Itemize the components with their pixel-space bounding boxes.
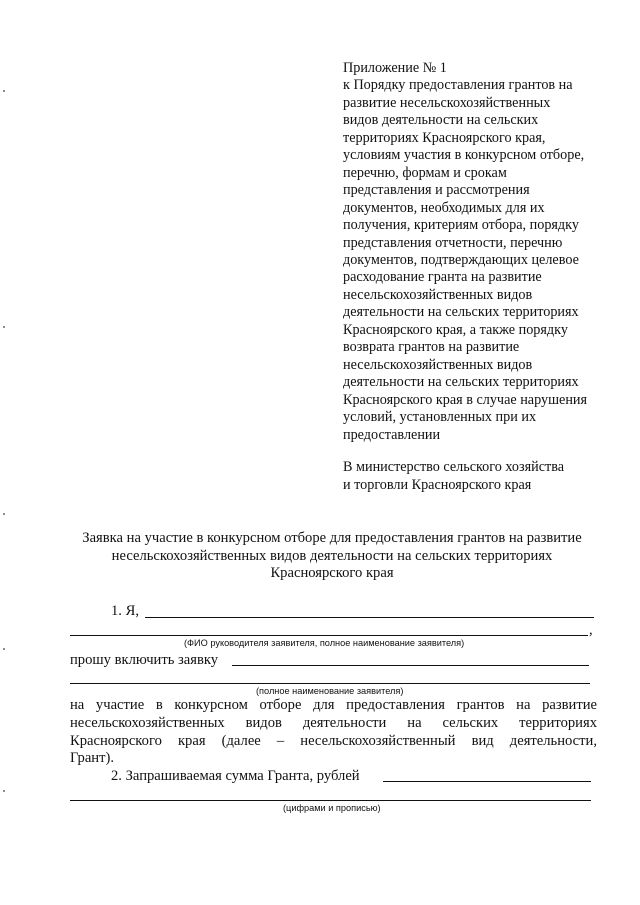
addressee-line: В министерство сельского хозяйства [343,459,565,475]
appendix-line: видов деятельности на сельских [343,112,539,129]
item1-label: 1. Я, [111,603,139,619]
appendix-line: возврата грантов на развитие [343,339,520,356]
appendix-line: развитие несельскохозяйственных [343,94,551,111]
caption-applicant-name: (полное наименование заявителя) [256,686,404,696]
caption-amount: (цифрами и прописью) [283,803,381,813]
scan-speck [3,326,5,328]
appendix-line: несельскохозяйственных видов [343,356,533,373]
scan-speck [3,648,5,650]
appendix-line: Красноярского края, а также порядку [343,321,568,338]
grant-amount-field[interactable] [383,781,591,782]
title-line: Красноярского края [270,565,394,581]
paragraph-line: несельскохозяйственных видов деятельности на сельских территориях [70,714,597,731]
grant-amount-words-field[interactable] [70,800,591,801]
appendix-line: документов, необходимых для их [343,199,545,216]
appendix-line: территориях Красноярского края, [343,129,546,146]
appendix-line: условиям участия в конкурсном отборе, [343,147,585,164]
scan-speck [3,513,5,515]
appendix-line: Приложение № 1 [343,60,447,76]
paragraph-line: Грант). [70,750,114,767]
addressee-block [343,459,623,494]
addressee-line: и торговли Красноярского края [343,476,532,493]
title-line: Заявка на участие в конкурсном отборе для предоставления грантов на развитие [82,530,582,546]
appendix-line: представления отчетности, перечню [343,234,563,251]
appendix-line: представления и рассмотрения [343,182,530,199]
caption-fio: (ФИО руководителя заявителя, полное наименование заявителя) [184,638,465,648]
appendix-line: документов, подтверждающих целевое [343,251,579,268]
document-title [50,530,614,583]
paragraph-line: на участие в конкурсном отборе для предоставления грантов на развитие [70,697,597,713]
appendix-block [343,60,623,444]
appendix-line: перечню, формам и срокам [343,164,507,181]
applicant-name-field-continued[interactable] [70,635,588,636]
appendix-line: условий, установленных при их [343,409,537,426]
item2-label: 2. Запрашиваемая сумма Гранта, рублей [111,768,360,784]
applicant-name-field[interactable] [145,617,594,618]
comma-mark: , [589,622,593,638]
scan-speck [3,90,5,92]
participation-paragraph [70,697,597,768]
appendix-line: предоставлении [343,426,441,443]
request-label: прошу включить заявку [70,652,219,668]
appendix-line: Красноярского края в случае нарушения [343,391,588,408]
appendix-line: несельскохозяйственных видов [343,286,533,303]
paragraph-line: Красноярского края (далее – несельскохозяйственный вид деятельности, [70,732,597,749]
appendix-line: расходование гранта на развитие [343,269,542,286]
scan-speck [3,790,5,792]
request-field[interactable] [232,665,589,666]
appendix-line: получения, критериям отбора, порядку [343,217,579,234]
appendix-line: деятельности на сельских территориях [343,374,579,391]
title-line: несельскохозяйственных видов деятельности на сельских территориях [111,547,553,564]
appendix-line: к Порядку предоставления грантов на [343,77,573,94]
applicant-full-name-field[interactable] [70,683,590,684]
appendix-line: деятельности на сельских территориях [343,304,579,321]
